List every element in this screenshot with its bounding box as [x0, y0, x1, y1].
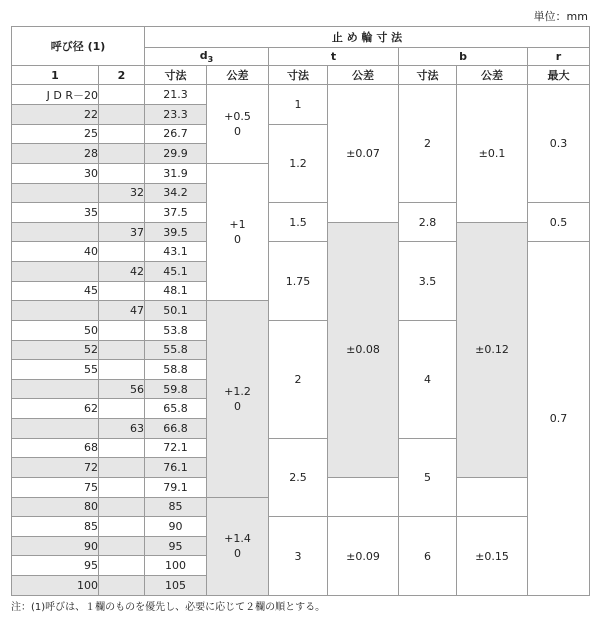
t-size: 3 — [269, 517, 328, 596]
nominal-1: 52 — [12, 340, 99, 360]
d3-size: 59.8 — [145, 379, 207, 399]
b-size: 6 — [399, 517, 457, 596]
d3-size: 72.1 — [145, 438, 207, 458]
nominal-1: 25 — [12, 124, 99, 144]
b-size: 4 — [399, 320, 457, 438]
header-t-size: 寸法 — [269, 66, 328, 85]
t-size: 2.5 — [269, 438, 328, 517]
nominal-2 — [99, 124, 145, 144]
nominal-1 — [12, 262, 99, 282]
nominal-2: 32 — [99, 183, 145, 203]
b-size: 2 — [399, 85, 457, 203]
d3-size: 100 — [145, 556, 207, 576]
nominal-2: 42 — [99, 262, 145, 282]
header-b-size: 寸法 — [399, 66, 457, 85]
b-size: 3.5 — [399, 242, 457, 321]
header-b: b — [399, 48, 528, 66]
t-size: 2 — [269, 320, 328, 438]
nominal-1: 85 — [12, 517, 99, 537]
d3-size: 58.8 — [145, 360, 207, 380]
d3-size: 21.3 — [145, 85, 207, 105]
d3-tolerance: +1.4 0 — [207, 497, 269, 595]
nominal-2 — [99, 458, 145, 478]
nominal-1: 75 — [12, 477, 99, 497]
d3-size: 34.2 — [145, 183, 207, 203]
nominal-2 — [99, 576, 145, 596]
header-d3-tol: 公差 — [207, 66, 269, 85]
header-ring-dimensions: 止 め 輪 寸 法 — [145, 27, 590, 48]
retaining-ring-dimension-table — [11, 26, 590, 596]
nominal-1: 90 — [12, 536, 99, 556]
nominal-1: 35 — [12, 203, 99, 223]
header-d3-size: 寸法 — [145, 66, 207, 85]
nominal-1: 50 — [12, 320, 99, 340]
nominal-2 — [99, 105, 145, 125]
r-max: 0.3 — [528, 85, 590, 203]
d3-size: 26.7 — [145, 124, 207, 144]
nominal-1 — [12, 379, 99, 399]
nominal-2 — [99, 85, 145, 105]
nominal-1 — [12, 419, 99, 439]
nominal-2 — [99, 320, 145, 340]
d3-size: 31.9 — [145, 163, 207, 183]
nominal-1: 30 — [12, 163, 99, 183]
nominal-2 — [99, 477, 145, 497]
nominal-2 — [99, 203, 145, 223]
d3-size: 66.8 — [145, 419, 207, 439]
d3-size: 29.9 — [145, 144, 207, 164]
d3-size: 76.1 — [145, 458, 207, 478]
nominal-2: 63 — [99, 419, 145, 439]
nominal-2 — [99, 438, 145, 458]
d3-tolerance: +0.5 0 — [207, 85, 269, 164]
header-col-2: 2 — [99, 66, 145, 85]
nominal-2 — [99, 340, 145, 360]
d3-size: 50.1 — [145, 301, 207, 321]
d3-size: 43.1 — [145, 242, 207, 262]
nominal-2 — [99, 281, 145, 301]
d3-size: 39.5 — [145, 222, 207, 242]
d3-size: 48.1 — [145, 281, 207, 301]
header-nominal: 呼び径 (1) — [12, 27, 145, 66]
d3-size: 79.1 — [145, 477, 207, 497]
nominal-1: 68 — [12, 438, 99, 458]
header-t: t — [269, 48, 399, 66]
d3-size: 23.3 — [145, 105, 207, 125]
t-size: 1.2 — [269, 124, 328, 203]
header-b-tol: 公差 — [457, 66, 528, 85]
nominal-1: 22 — [12, 105, 99, 125]
d3-size: 53.8 — [145, 320, 207, 340]
d3-size: 55.8 — [145, 340, 207, 360]
nominal-1 — [12, 222, 99, 242]
t-size: 1.75 — [269, 242, 328, 321]
unit-label: 単位：mm — [533, 10, 588, 23]
t-tolerance: ±0.09 — [328, 517, 399, 596]
b-size: 2.8 — [399, 203, 457, 242]
d3-tolerance: +1 0 — [207, 163, 269, 300]
nominal-1: 100 — [12, 576, 99, 596]
b-tolerance: ±0.15 — [457, 517, 528, 596]
nominal-1: 62 — [12, 399, 99, 419]
nominal-2 — [99, 163, 145, 183]
nominal-2 — [99, 144, 145, 164]
d3-tolerance: +1.2 0 — [207, 301, 269, 497]
table-row — [12, 85, 590, 105]
nominal-2: 56 — [99, 379, 145, 399]
nominal-2 — [99, 536, 145, 556]
header-d3: $d_3$ — [145, 48, 269, 66]
d3-size: 85 — [145, 497, 207, 517]
header-t-tol: 公差 — [328, 66, 399, 85]
t-size: 1 — [269, 85, 328, 124]
nominal-1: 72 — [12, 458, 99, 478]
nominal-2 — [99, 360, 145, 380]
b-size: 5 — [399, 438, 457, 517]
nominal-1: 28 — [12, 144, 99, 164]
nominal-1: 55 — [12, 360, 99, 380]
nominal-2 — [99, 497, 145, 517]
b-tolerance: ±0.1 — [457, 85, 528, 222]
t-tolerance: ±0.08 — [328, 222, 399, 477]
nominal-2: 47 — [99, 301, 145, 321]
nominal-1: 80 — [12, 497, 99, 517]
r-max: 0.7 — [528, 242, 590, 596]
t-size: 1.5 — [269, 203, 328, 242]
d3-size: 37.5 — [145, 203, 207, 223]
header-col-1: 1 — [12, 66, 99, 85]
header-r: r — [528, 48, 590, 66]
nominal-1: 40 — [12, 242, 99, 262]
t-tolerance: ±0.07 — [328, 85, 399, 222]
nominal-1: 45 — [12, 281, 99, 301]
nominal-2 — [99, 399, 145, 419]
nominal-1 — [12, 301, 99, 321]
d3-size: 90 — [145, 517, 207, 537]
d3-size: 45.1 — [145, 262, 207, 282]
table-row — [12, 517, 590, 537]
nominal-1: 95 — [12, 556, 99, 576]
b-tolerance: ±0.12 — [457, 222, 528, 477]
nominal-2: 37 — [99, 222, 145, 242]
d3-size: 95 — [145, 536, 207, 556]
r-max: 0.5 — [528, 203, 590, 242]
nominal-2 — [99, 242, 145, 262]
nominal-2 — [99, 517, 145, 537]
d3-size: 105 — [145, 576, 207, 596]
d3-size: 65.8 — [145, 399, 207, 419]
footnote: 注：(1)呼びは、１欄のものを優先し、必要に応じて２欄の順とする。 — [11, 602, 326, 613]
nominal-1: J D R－20 — [12, 85, 99, 105]
nominal-1 — [12, 183, 99, 203]
nominal-2 — [99, 556, 145, 576]
header-r-max: 最大 — [528, 66, 590, 85]
